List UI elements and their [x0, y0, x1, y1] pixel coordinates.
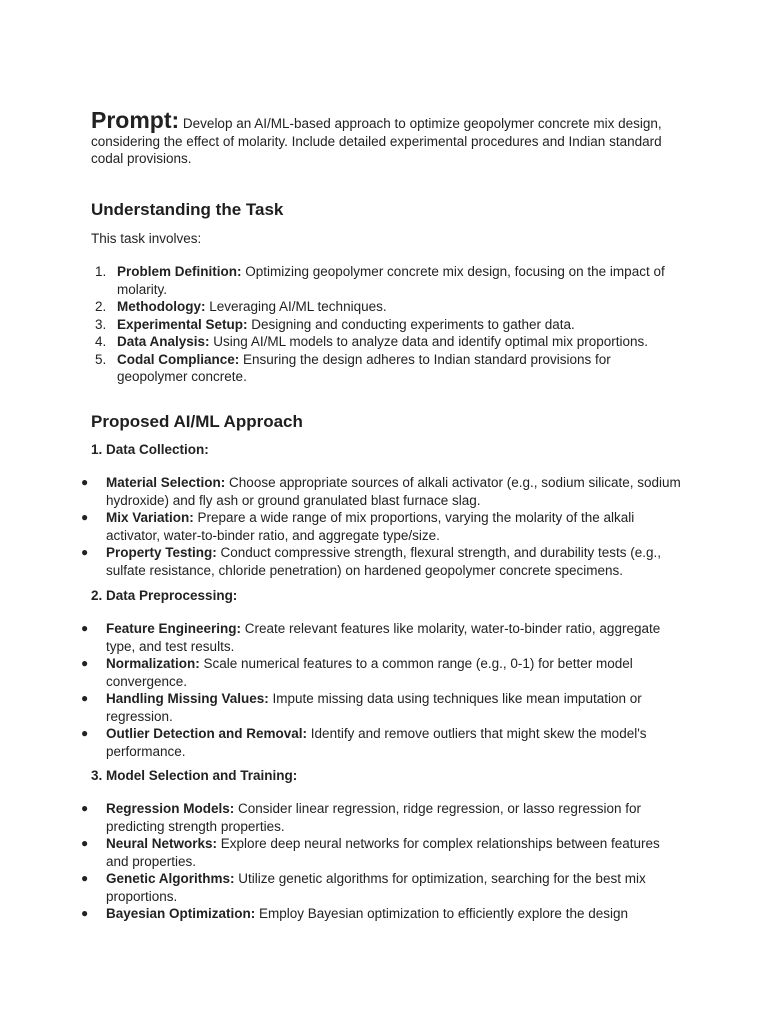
bullet-icon: ● — [81, 475, 89, 489]
list-item: ● Regression Models: Consider linear regression, ridge regression, or lasso regression for predicting strength properties. — [81, 801, 641, 834]
list-item: 1. Problem Definition: Optimizing geopolymer concrete mix design, focusing on the impact of molarity. — [95, 264, 665, 297]
prompt-label: Prompt: — [91, 107, 180, 133]
section-title-model-selection: 3. Model Selection and Training: — [91, 768, 298, 783]
bullet-icon: ● — [81, 726, 89, 740]
list-item: ● Bayesian Optimization: Employ Bayesian optimization to efficiently explore the design — [81, 906, 628, 921]
bullet-icon: ● — [81, 801, 89, 815]
section-title-data-preprocessing: 2. Data Preprocessing: — [91, 588, 238, 603]
list-item: 3. Experimental Setup: Designing and conducting experiments to gather data. — [95, 316, 575, 332]
list-item: ● Property Testing: Conduct compressive strength, flexural strength, and durability tests (e.g., sulfate resistance, chloride penetration) on hardened geopolymer concrete specimens. — [81, 545, 661, 578]
task-heading: Understanding the Task — [91, 200, 284, 219]
prompt-paragraph — [91, 107, 691, 168]
list-item: 5. Codal Compliance: Ensuring the design adheres to Indian standard provisions for geopolymer concrete. — [95, 351, 611, 384]
list-item: ● Neural Networks: Explore deep neural networks for complex relationships between features and properties. — [81, 836, 660, 869]
bullet-icon: ● — [81, 545, 89, 559]
approach-heading: Proposed AI/ML Approach — [91, 412, 303, 431]
bullet-icon: ● — [81, 510, 89, 524]
list-item: ● Outlier Detection and Removal: Identify and remove outliers that might skew the model's performance. — [81, 726, 647, 759]
prompt-text: Develop an AI/ML-based approach to optimize geopolymer concrete mix design, considering the effect of molarity. Include detailed experimental procedures and Indian standard codal provisions. — [91, 116, 662, 166]
task-intro: This task involves: — [91, 231, 202, 246]
data-preprocessing-list — [81, 620, 681, 760]
list-item: ● Feature Engineering: Create relevant features like molarity, water-to-binder ratio, aggregate type, and test results. — [81, 621, 661, 654]
data-collection-list — [81, 474, 681, 579]
bullet-icon: ● — [81, 871, 89, 885]
section-title-data-collection: 1. Data Collection: — [91, 442, 209, 457]
bullet-icon: ● — [81, 906, 89, 920]
list-item: ● Mix Variation: Prepare a wide range of mix proportions, varying the molarity of the alkali activator, water-to-binder ratio, and aggregate type/size. — [81, 510, 635, 543]
list-item: 2. Methodology: Leveraging AI/ML techniques. — [95, 299, 387, 314]
task-list — [91, 263, 682, 386]
list-item: ● Handling Missing Values: Impute missing data using techniques like mean imputation or regression. — [81, 691, 642, 724]
bullet-icon: ● — [81, 836, 89, 850]
bullet-icon: ● — [81, 656, 89, 670]
list-item: 4. Data Analysis: Using AI/ML models to analyze data and identify optimal mix proportions. — [95, 334, 649, 349]
list-item: ● Normalization: Scale numerical features to a common range (e.g., 0-1) for better model convergence. — [81, 656, 633, 689]
list-item: ● Material Selection: Choose appropriate sources of alkali activator (e.g., sodium silicate, sodium hydroxide) and fly ash or ground granulated blast furnace slag. — [81, 475, 681, 508]
model-selection-list — [81, 800, 681, 923]
bullet-icon: ● — [81, 691, 89, 705]
bullet-icon: ● — [81, 621, 89, 635]
list-item: ● Genetic Algorithms: Utilize genetic algorithms for optimization, searching for the best mix proportions. — [81, 871, 646, 904]
